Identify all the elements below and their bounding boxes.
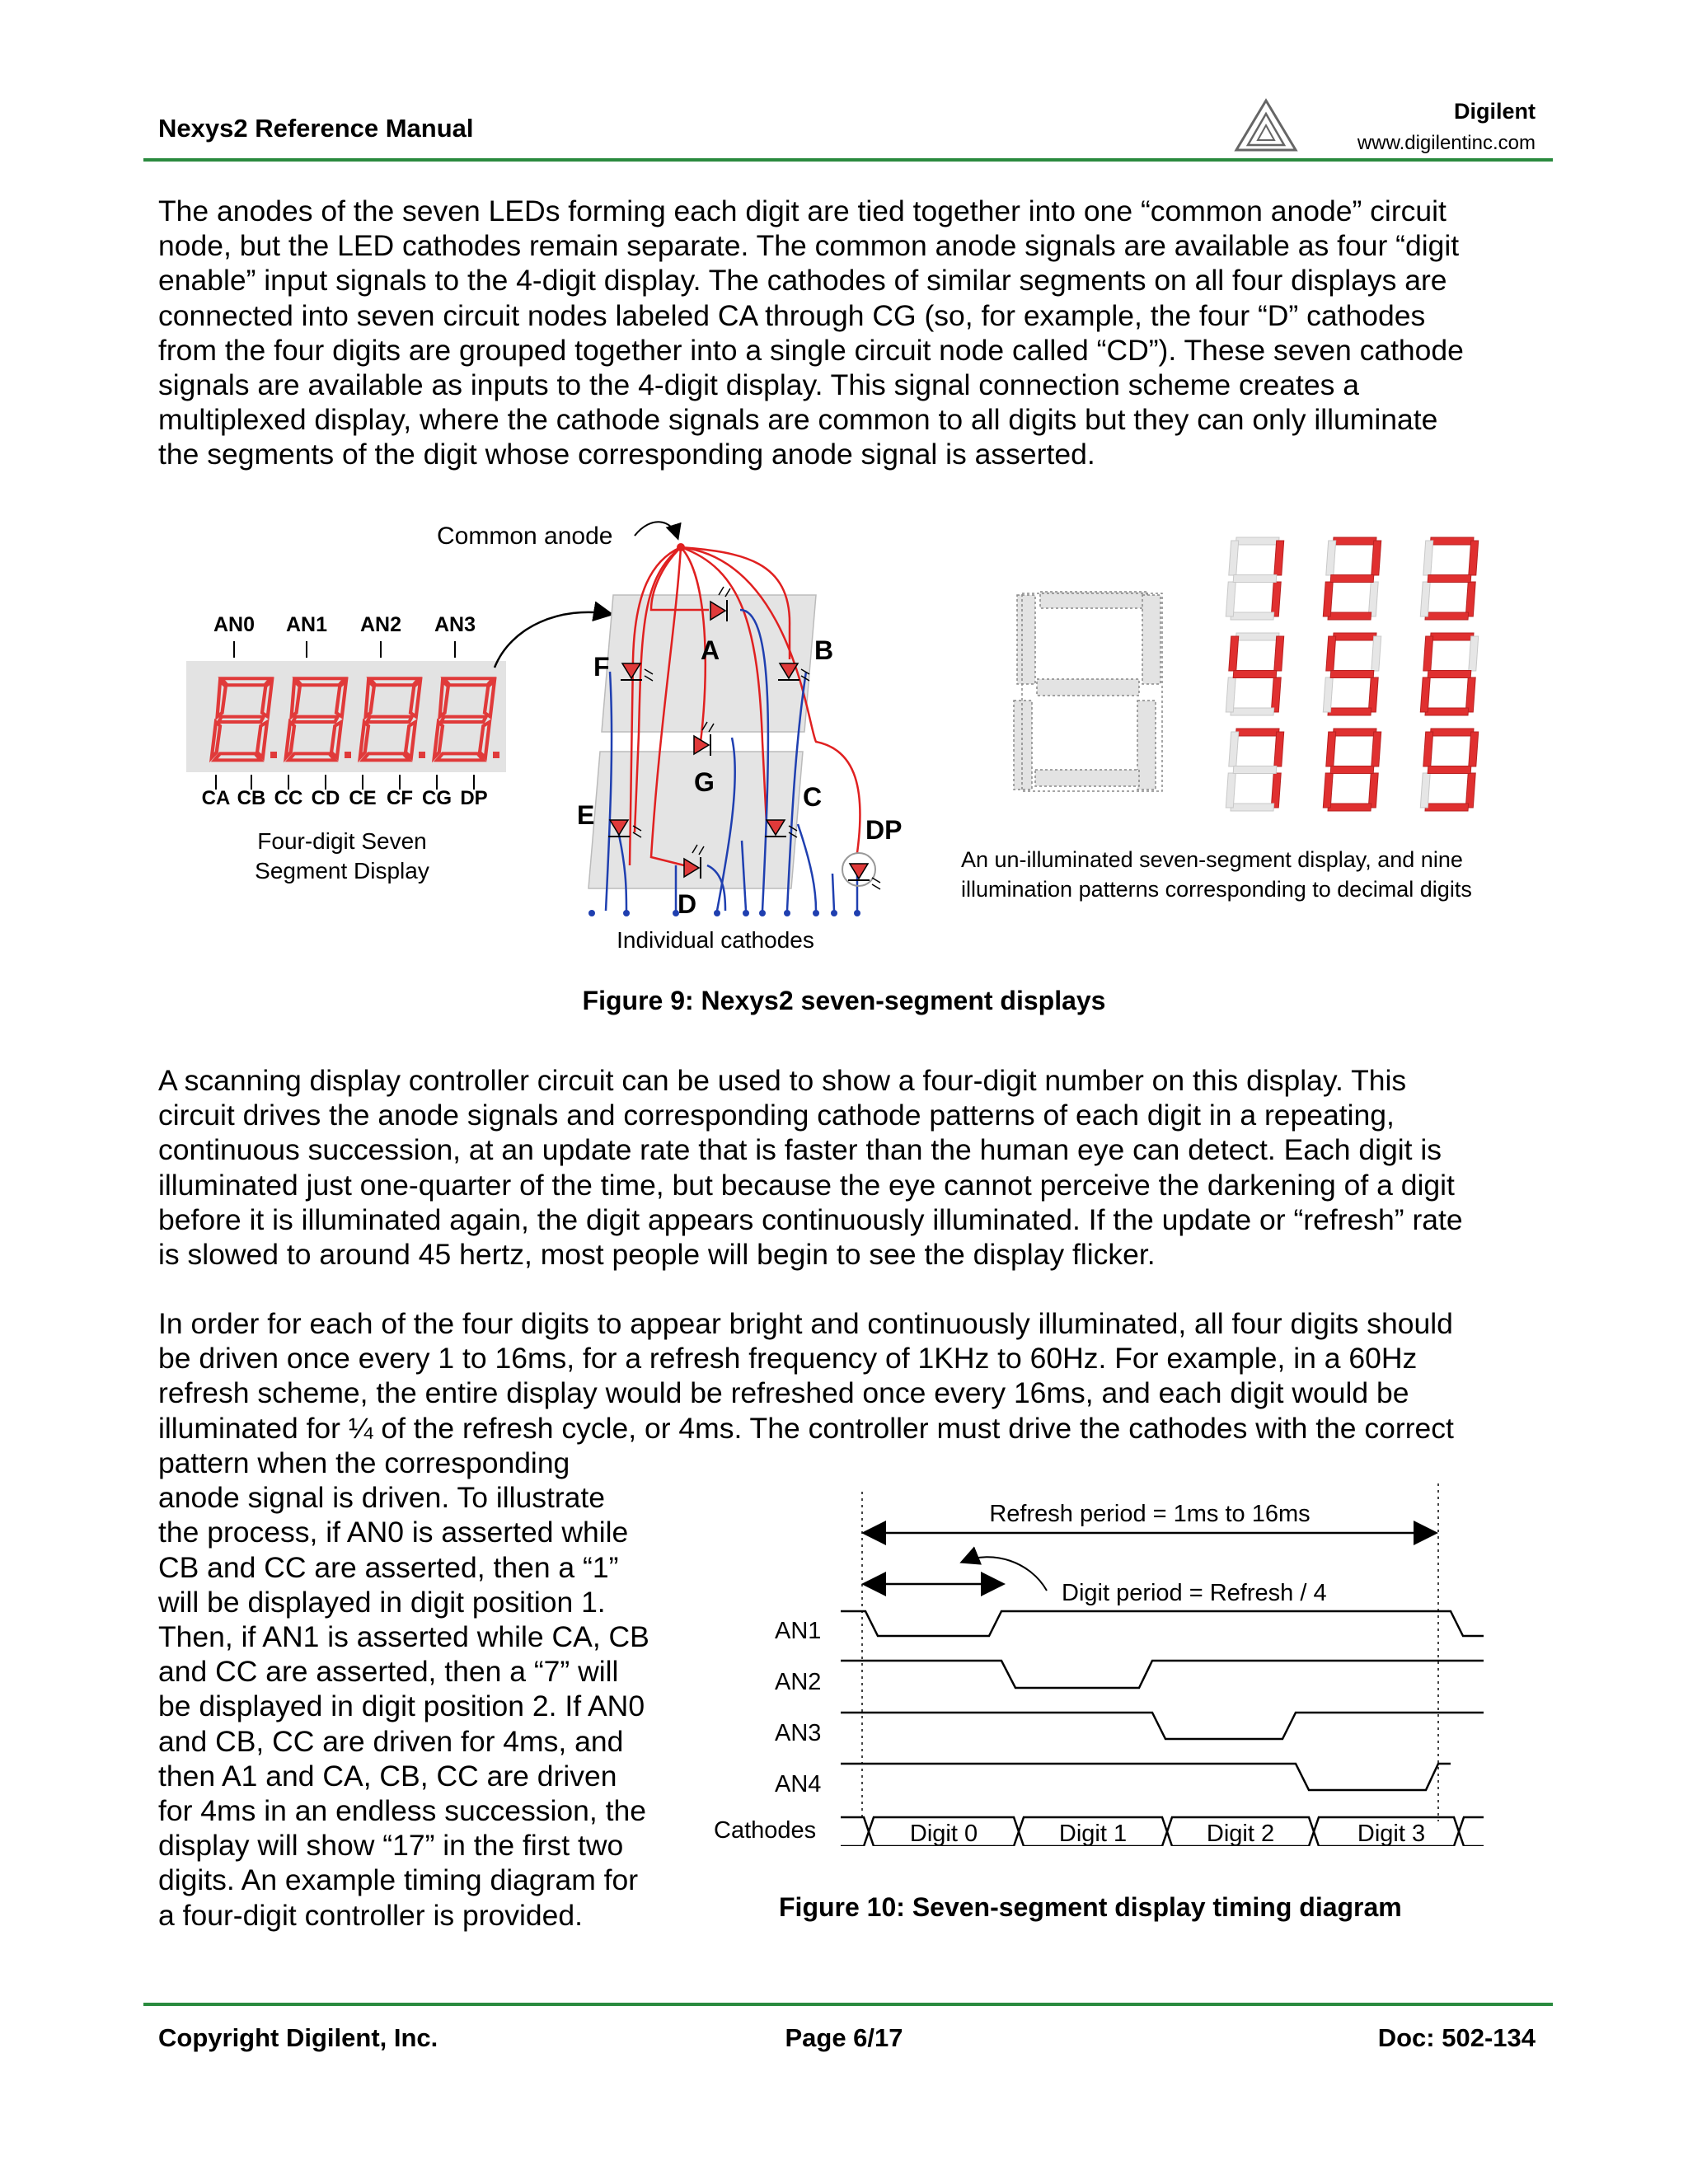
segment (1229, 541, 1239, 575)
segment (1430, 537, 1474, 545)
segment (1233, 766, 1277, 774)
cathodes-label: Cathodes (714, 1817, 817, 1844)
segment (1372, 636, 1381, 671)
segment-label: A (701, 635, 720, 665)
segment (1271, 582, 1281, 616)
segment (1465, 582, 1475, 616)
segment-label: F (593, 652, 610, 682)
digits-caption: An un-illuminated seven-segment display, and nine (961, 847, 1463, 872)
segment (1420, 582, 1430, 616)
segment (1229, 732, 1239, 766)
segment (1330, 671, 1374, 678)
segment-label: E (577, 800, 595, 830)
digit-period-label: Digit period = Refresh / 4 (1062, 1580, 1327, 1606)
header-rule (143, 158, 1553, 162)
segment-label: DP (865, 815, 903, 845)
digit-period-pointer (963, 1557, 1047, 1591)
paragraph-scanning: A scanning display controller circuit can be used to show a four-digit number on this display. This circuit drives the anode signals and corresponding cathode patterns of each digit in a repeating, continuous succession, at an update rate that is faster than the human eye can detect. Each digit is illuminated just one-quarter of the time, but because the eye cannot perceive the darkening of a digit before it is illuminated again, the digit appears continuously illuminated. If the update or “refresh” rate is slowed to around 45 hertz, most people will begin to see the display flicker. (158, 1064, 1463, 1272)
segment (1425, 708, 1469, 715)
segment-label: D (678, 889, 697, 919)
segment (1423, 732, 1433, 766)
segment (1226, 773, 1236, 808)
figure-10-timing-diagram (0, 1467, 1688, 1846)
segment (1231, 804, 1274, 811)
header-brand: Digilent (1454, 99, 1536, 124)
segment (1420, 773, 1430, 808)
segment (1469, 541, 1479, 575)
an4-waveform (841, 1764, 1451, 1790)
cathode-digit-label: Digit 1 (1058, 1821, 1128, 1846)
segment (1420, 677, 1430, 712)
segment (1274, 636, 1284, 671)
led-schematic (588, 543, 880, 916)
digit-pattern-9 (1420, 729, 1479, 811)
cathode-digit-label: Digit 3 (1357, 1821, 1426, 1846)
segment-label: C (803, 782, 823, 812)
segment (1323, 582, 1333, 616)
anode-label: AN1 (285, 613, 328, 636)
digit-pattern-2 (1323, 537, 1381, 620)
segment (1368, 677, 1378, 712)
segment (1368, 582, 1378, 616)
digit-pattern-6 (1420, 633, 1479, 715)
segment-label: B (814, 635, 834, 665)
figure-9-caption: Figure 9: Nexys2 seven-segment displays (582, 986, 1106, 1015)
segment (1428, 575, 1471, 583)
segment (1428, 671, 1471, 678)
display-label: Segment Display (255, 858, 429, 883)
segment (1430, 729, 1474, 736)
segment (1274, 541, 1284, 575)
signal-label: AN1 (775, 1618, 822, 1644)
anode-label: AN3 (434, 613, 476, 636)
segment (1372, 732, 1381, 766)
segment (1323, 773, 1333, 808)
signal-label: AN3 (775, 1720, 822, 1746)
segment (1231, 708, 1274, 715)
segment (1368, 773, 1378, 808)
cathode-label: CE (349, 787, 377, 809)
segment (1330, 766, 1374, 774)
segment (1236, 537, 1279, 545)
segment (1333, 729, 1376, 736)
segment (1328, 612, 1372, 620)
segment (1333, 537, 1376, 545)
cathode-digit-label: Digit 2 (1206, 1821, 1275, 1846)
segment (1465, 677, 1475, 712)
digit-pattern-5 (1323, 633, 1381, 715)
segment (1236, 633, 1279, 640)
pointer-arrow (495, 612, 610, 668)
digit-pattern-8 (1323, 729, 1381, 811)
refresh-period-label: Refresh period = 1ms to 16ms (989, 1501, 1311, 1527)
segment (1274, 732, 1284, 766)
footer-page-number: Page 6/17 (785, 2023, 903, 2052)
cathode-label: CA (201, 787, 231, 809)
cathode-digit-label: Digit 0 (909, 1821, 978, 1846)
digit-pattern-7 (1226, 729, 1284, 811)
segment (1326, 732, 1336, 766)
paragraph-refresh: In order for each of the four digits to appear bright and continuously illuminated, all four digits should be driven once every 1 to 16ms, for a refresh frequency of 1KHz to 60Hz. For example, in a 60Hz refresh scheme, the entire display would be refreshed once every 16ms, and each digit would be illuminated for ¼ of the refresh cycle, or 4ms. The controller must drive the cathodes with the correct (158, 1307, 1454, 1445)
segment (1231, 612, 1274, 620)
display-label: Four-digit Seven (257, 828, 427, 854)
digit-pattern-1 (1226, 537, 1284, 620)
footer-copyright: Copyright Digilent, Inc. (158, 2023, 438, 2052)
cathode-label: CC (274, 787, 303, 809)
cathode-label: CF (387, 787, 413, 809)
an3-waveform (841, 1713, 1484, 1739)
digilent-logo-icon (1233, 96, 1299, 155)
segment (1271, 773, 1281, 808)
signal-label: AN2 (775, 1669, 822, 1695)
paragraph-intro: The anodes of the seven LEDs forming each digit are tied together into one “common anode” circuit node, but the LED cathodes remain separate. The common anode signals are available as four “digit enable” input signals to the 4-digit display. The cathodes of similar segments on all four displays are connected into seven circuit nodes labeled CA through CG (so, for example, the four “D” cathodes from the four digits are grouped together into a single circuit node called “CD”). These seven cathode signals are available as inputs to the 4-digit display. This signal connection scheme creates a multiplexed display, where the cathode signals are common to all digits but they can only illuminate the segments of the digit whose corresponding anode signal is asserted. (158, 194, 1464, 471)
segment (1425, 804, 1469, 811)
segment (1326, 541, 1336, 575)
header-url: www.digilentinc.com (1357, 132, 1536, 154)
segment (1236, 729, 1279, 736)
digit-pattern-3 (1420, 537, 1479, 620)
cathode-label: CD (311, 787, 340, 809)
unlit-digit (1014, 592, 1162, 791)
segment (1425, 612, 1469, 620)
segment (1423, 541, 1433, 575)
figure-9 (0, 494, 1688, 1022)
paragraph-example: pattern when the corresponding anode signal is driven. To illustrate the process, if AN0 is asserted while CB and CC are asserted, then a “1” will be displayed in digit position 1. Then, if AN1 is asserted while CA, CB and CC are asserted, then a “7” will be displayed in digit position 2. If AN0 and CB, CC are driven for 4ms, and then A1 and CA, CB, CC are driven for 4ms in an endless succession, the display will show “17” in the first two digits. An example timing diagram for a four-digit controller is provided. (158, 1446, 649, 1932)
anode-label: AN2 (359, 613, 402, 636)
figure-10-caption: Figure 10: Seven-segment display timing diagram (779, 1892, 1402, 1922)
digit-patterns (1226, 537, 1479, 811)
segment (1233, 575, 1277, 583)
segment (1465, 773, 1475, 808)
anode-label: AN0 (213, 613, 256, 636)
segment (1326, 636, 1336, 671)
segment (1233, 671, 1277, 678)
segment (1469, 636, 1479, 671)
signal-label: AN4 (775, 1771, 822, 1797)
segment (1372, 541, 1381, 575)
segment (1229, 636, 1239, 671)
four-digit-display (186, 641, 506, 790)
segment (1328, 804, 1372, 811)
an1-waveform (841, 1611, 1484, 1636)
an2-waveform (841, 1661, 1484, 1688)
digits-caption: illumination patterns corresponding to decimal digits (961, 877, 1472, 902)
common-anode-arrow (635, 522, 678, 537)
segment (1226, 582, 1236, 616)
digit-pattern-4 (1226, 633, 1284, 715)
segment (1423, 636, 1433, 671)
segment (1271, 677, 1281, 712)
footer-rule (143, 2003, 1553, 2006)
segment-label: G (694, 767, 715, 797)
individual-cathodes-label: Individual cathodes (617, 927, 814, 953)
footer-doc-number: Doc: 502-134 (1377, 2023, 1536, 2052)
segment (1226, 677, 1236, 712)
segment (1430, 633, 1474, 640)
segment (1323, 677, 1333, 712)
common-anode-label: Common anode (437, 523, 613, 550)
header-title: Nexys2 Reference Manual (158, 114, 474, 143)
cathode-label: DP (460, 787, 488, 809)
cathode-label: CB (237, 787, 266, 809)
cathode-label: CG (422, 787, 452, 809)
segment (1428, 766, 1471, 774)
segment (1328, 708, 1372, 715)
segment (1330, 575, 1374, 583)
segment (1469, 732, 1479, 766)
segment (1333, 633, 1376, 640)
